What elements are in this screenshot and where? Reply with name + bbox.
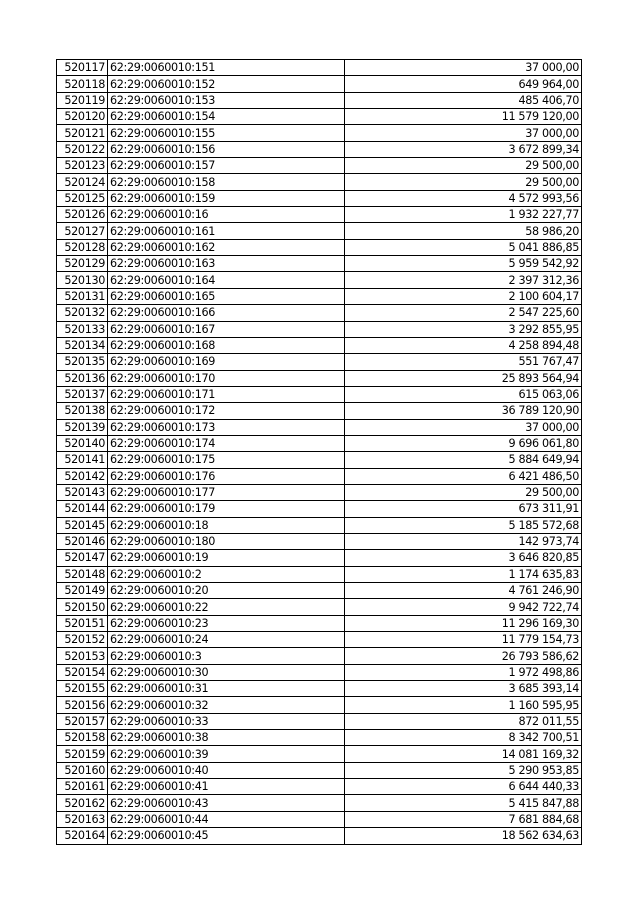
cadastral-value-cell: 5 959 542,92: [345, 256, 582, 272]
cadastral-value-cell: 2 100 604,17: [345, 288, 582, 304]
row-number-cell: 520125: [57, 190, 108, 206]
row-number-cell: 520120: [57, 109, 108, 125]
row-number-cell: 520156: [57, 697, 108, 713]
cadastral-value-cell: 8 342 700,51: [345, 730, 582, 746]
table-row: [57, 141, 582, 157]
cadastral-number-cell: 62:29:0060010:30: [108, 664, 345, 680]
row-number-cell: 520119: [57, 92, 108, 108]
cadastral-number-cell: 62:29:0060010:164: [108, 272, 345, 288]
table-row: [57, 501, 582, 517]
cadastral-number-cell: 62:29:0060010:43: [108, 795, 345, 811]
table-row: [57, 354, 582, 370]
table-row: [57, 256, 582, 272]
row-number-cell: 520160: [57, 762, 108, 778]
row-number-cell: 520122: [57, 141, 108, 157]
table-row: [57, 730, 582, 746]
cadastral-number-cell: 62:29:0060010:169: [108, 354, 345, 370]
table-row: [57, 468, 582, 484]
table-row: [57, 811, 582, 827]
cadastral-number-cell: 62:29:0060010:166: [108, 305, 345, 321]
cadastral-number-cell: 62:29:0060010:163: [108, 256, 345, 272]
row-number-cell: 520133: [57, 321, 108, 337]
table-row: [57, 174, 582, 190]
cadastral-number-cell: 62:29:0060010:19: [108, 550, 345, 566]
row-number-cell: 520140: [57, 435, 108, 451]
table-row: [57, 583, 582, 599]
cadastral-number-cell: 62:29:0060010:20: [108, 583, 345, 599]
cadastral-value-cell: 6 421 486,50: [345, 468, 582, 484]
table-row: [57, 697, 582, 713]
row-number-cell: 520155: [57, 681, 108, 697]
cadastral-value-cell: 9 696 061,80: [345, 435, 582, 451]
row-number-cell: 520158: [57, 730, 108, 746]
cadastral-value-cell: 11 296 169,30: [345, 615, 582, 631]
cadastral-value-cell: 58 986,20: [345, 223, 582, 239]
cadastral-number-cell: 62:29:0060010:33: [108, 713, 345, 729]
cadastral-value-cell: 7 681 884,68: [345, 811, 582, 827]
row-number-cell: 520137: [57, 386, 108, 402]
row-number-cell: 520142: [57, 468, 108, 484]
cadastral-value-cell: 3 685 393,14: [345, 681, 582, 697]
row-number-cell: 520129: [57, 256, 108, 272]
table-row: [57, 207, 582, 223]
row-number-cell: 520146: [57, 533, 108, 549]
cadastral-value-cell: 5 884 649,94: [345, 452, 582, 468]
cadastral-value-cell: 615 063,06: [345, 386, 582, 402]
table-row: [57, 223, 582, 239]
row-number-cell: 520144: [57, 501, 108, 517]
cadastral-value-cell: 29 500,00: [345, 158, 582, 174]
row-number-cell: 520121: [57, 125, 108, 141]
table-row: [57, 92, 582, 108]
cadastral-value-cell: 26 793 586,62: [345, 648, 582, 664]
row-number-cell: 520145: [57, 517, 108, 533]
cadastral-value-cell: 5 041 886,85: [345, 239, 582, 255]
cadastral-value-cell: 4 258 894,48: [345, 337, 582, 353]
table-row: [57, 190, 582, 206]
cadastral-number-cell: 62:29:0060010:168: [108, 337, 345, 353]
cadastral-value-cell: 29 500,00: [345, 484, 582, 500]
row-number-cell: 520132: [57, 305, 108, 321]
table-row: [57, 76, 582, 92]
cadastral-value-cell: 11 779 154,73: [345, 632, 582, 648]
table-row: [57, 370, 582, 386]
cadastral-number-cell: 62:29:0060010:174: [108, 435, 345, 451]
cadastral-number-cell: 62:29:0060010:173: [108, 419, 345, 435]
cadastral-value-cell: 25 893 564,94: [345, 370, 582, 386]
table-row: [57, 337, 582, 353]
table-body: [57, 60, 582, 845]
row-number-cell: 520126: [57, 207, 108, 223]
cadastral-number-cell: 62:29:0060010:170: [108, 370, 345, 386]
cadastral-value-cell: 673 311,91: [345, 501, 582, 517]
cadastral-number-cell: 62:29:0060010:3: [108, 648, 345, 664]
cadastral-value-cell: 1 972 498,86: [345, 664, 582, 680]
cadastral-number-cell: 62:29:0060010:161: [108, 223, 345, 239]
cadastral-value-cell: 3 646 820,85: [345, 550, 582, 566]
table-row: [57, 762, 582, 778]
cadastral-number-cell: 62:29:0060010:158: [108, 174, 345, 190]
table-row: [57, 664, 582, 680]
cadastral-value-cell: 37 000,00: [345, 419, 582, 435]
cadastral-value-cell: 36 789 120,90: [345, 403, 582, 419]
cadastral-value-cell: 1 932 227,77: [345, 207, 582, 223]
cadastral-value-cell: 2 547 225,60: [345, 305, 582, 321]
table-row: [57, 158, 582, 174]
row-number-cell: 520151: [57, 615, 108, 631]
cadastral-number-cell: 62:29:0060010:18: [108, 517, 345, 533]
row-number-cell: 520161: [57, 779, 108, 795]
row-number-cell: 520118: [57, 76, 108, 92]
cadastral-value-cell: 5 415 847,88: [345, 795, 582, 811]
table-row: [57, 681, 582, 697]
row-number-cell: 520149: [57, 583, 108, 599]
table-row: [57, 305, 582, 321]
row-number-cell: 520130: [57, 272, 108, 288]
table-row: [57, 615, 582, 631]
table-row: [57, 484, 582, 500]
row-number-cell: 520123: [57, 158, 108, 174]
cadastral-number-cell: 62:29:0060010:165: [108, 288, 345, 304]
cadastral-number-cell: 62:29:0060010:24: [108, 632, 345, 648]
cadastral-value-cell: 11 579 120,00: [345, 109, 582, 125]
row-number-cell: 520159: [57, 746, 108, 762]
table-row: [57, 648, 582, 664]
row-number-cell: 520143: [57, 484, 108, 500]
table-row: [57, 517, 582, 533]
row-number-cell: 520162: [57, 795, 108, 811]
cadastral-value-cell: 6 644 440,33: [345, 779, 582, 795]
table-row: [57, 566, 582, 582]
cadastral-number-cell: 62:29:0060010:154: [108, 109, 345, 125]
table-row: [57, 321, 582, 337]
cadastral-number-cell: 62:29:0060010:31: [108, 681, 345, 697]
table-row: [57, 403, 582, 419]
table-row: [57, 109, 582, 125]
cadastral-value-cell: 4 761 246,90: [345, 583, 582, 599]
cadastral-value-cell: 142 973,74: [345, 533, 582, 549]
cadastral-value-cell: 37 000,00: [345, 125, 582, 141]
cadastral-number-cell: 62:29:0060010:157: [108, 158, 345, 174]
cadastral-number-cell: 62:29:0060010:176: [108, 468, 345, 484]
row-number-cell: 520136: [57, 370, 108, 386]
cadastral-number-cell: 62:29:0060010:16: [108, 207, 345, 223]
cadastral-number-cell: 62:29:0060010:153: [108, 92, 345, 108]
table-row: [57, 779, 582, 795]
row-number-cell: 520157: [57, 713, 108, 729]
cadastral-number-cell: 62:29:0060010:155: [108, 125, 345, 141]
cadastral-number-cell: 62:29:0060010:159: [108, 190, 345, 206]
cadastral-number-cell: 62:29:0060010:179: [108, 501, 345, 517]
row-number-cell: 520152: [57, 632, 108, 648]
cadastral-value-cell: 9 942 722,74: [345, 599, 582, 615]
cadastral-number-cell: 62:29:0060010:44: [108, 811, 345, 827]
cadastral-number-cell: 62:29:0060010:23: [108, 615, 345, 631]
cadastral-number-cell: 62:29:0060010:45: [108, 828, 345, 844]
cadastral-number-cell: 62:29:0060010:32: [108, 697, 345, 713]
cadastral-number-cell: 62:29:0060010:162: [108, 239, 345, 255]
row-number-cell: 520153: [57, 648, 108, 664]
cadastral-number-cell: 62:29:0060010:171: [108, 386, 345, 402]
cadastral-number-cell: 62:29:0060010:172: [108, 403, 345, 419]
cadastral-value-cell: 551 767,47: [345, 354, 582, 370]
cadastral-value-cell: 4 572 993,56: [345, 190, 582, 206]
row-number-cell: 520163: [57, 811, 108, 827]
row-number-cell: 520150: [57, 599, 108, 615]
row-number-cell: 520134: [57, 337, 108, 353]
row-number-cell: 520139: [57, 419, 108, 435]
table-row: [57, 60, 582, 76]
cadastral-value-cell: 872 011,55: [345, 713, 582, 729]
cadastral-number-cell: 62:29:0060010:177: [108, 484, 345, 500]
cadastral-value-cell: 29 500,00: [345, 174, 582, 190]
cadastral-value-cell: 485 406,70: [345, 92, 582, 108]
table-row: [57, 419, 582, 435]
cadastral-value-cell: 2 397 312,36: [345, 272, 582, 288]
cadastral-number-cell: 62:29:0060010:151: [108, 60, 345, 76]
cadastral-number-cell: 62:29:0060010:167: [108, 321, 345, 337]
row-number-cell: 520127: [57, 223, 108, 239]
row-number-cell: 520135: [57, 354, 108, 370]
table-row: [57, 288, 582, 304]
cadastral-number-cell: 62:29:0060010:180: [108, 533, 345, 549]
table-row: [57, 452, 582, 468]
row-number-cell: 520117: [57, 60, 108, 76]
cadastral-number-cell: 62:29:0060010:40: [108, 762, 345, 778]
cadastral-number-cell: 62:29:0060010:41: [108, 779, 345, 795]
cadastral-number-cell: 62:29:0060010:22: [108, 599, 345, 615]
row-number-cell: 520124: [57, 174, 108, 190]
table-row: [57, 746, 582, 762]
row-number-cell: 520164: [57, 828, 108, 844]
table-row: [57, 386, 582, 402]
table-row: [57, 599, 582, 615]
cadastral-value-cell: 3 292 855,95: [345, 321, 582, 337]
row-number-cell: 520147: [57, 550, 108, 566]
row-number-cell: 520141: [57, 452, 108, 468]
table-row: [57, 795, 582, 811]
cadastral-value-cell: 3 672 899,34: [345, 141, 582, 157]
row-number-cell: 520128: [57, 239, 108, 255]
cadastral-value-cell: 5 185 572,68: [345, 517, 582, 533]
cadastral-value-cell: 1 174 635,83: [345, 566, 582, 582]
cadastral-value-cell: 37 000,00: [345, 60, 582, 76]
cadastral-number-cell: 62:29:0060010:152: [108, 76, 345, 92]
cadastral-value-cell: 18 562 634,63: [345, 828, 582, 844]
row-number-cell: 520154: [57, 664, 108, 680]
table-row: [57, 239, 582, 255]
cadastral-number-cell: 62:29:0060010:39: [108, 746, 345, 762]
row-number-cell: 520148: [57, 566, 108, 582]
row-number-cell: 520138: [57, 403, 108, 419]
table-row: [57, 713, 582, 729]
table-row: [57, 533, 582, 549]
table-row: [57, 632, 582, 648]
cadastral-value-table: [56, 59, 582, 845]
table-row: [57, 435, 582, 451]
cadastral-number-cell: 62:29:0060010:175: [108, 452, 345, 468]
cadastral-value-cell: 1 160 595,95: [345, 697, 582, 713]
cadastral-value-cell: 14 081 169,32: [345, 746, 582, 762]
cadastral-number-cell: 62:29:0060010:2: [108, 566, 345, 582]
cadastral-value-cell: 5 290 953,85: [345, 762, 582, 778]
cadastral-number-cell: 62:29:0060010:38: [108, 730, 345, 746]
table-row: [57, 125, 582, 141]
cadastral-value-cell: 649 964,00: [345, 76, 582, 92]
table-row: [57, 550, 582, 566]
table-row: [57, 828, 582, 844]
cadastral-number-cell: 62:29:0060010:156: [108, 141, 345, 157]
table-row: [57, 272, 582, 288]
row-number-cell: 520131: [57, 288, 108, 304]
